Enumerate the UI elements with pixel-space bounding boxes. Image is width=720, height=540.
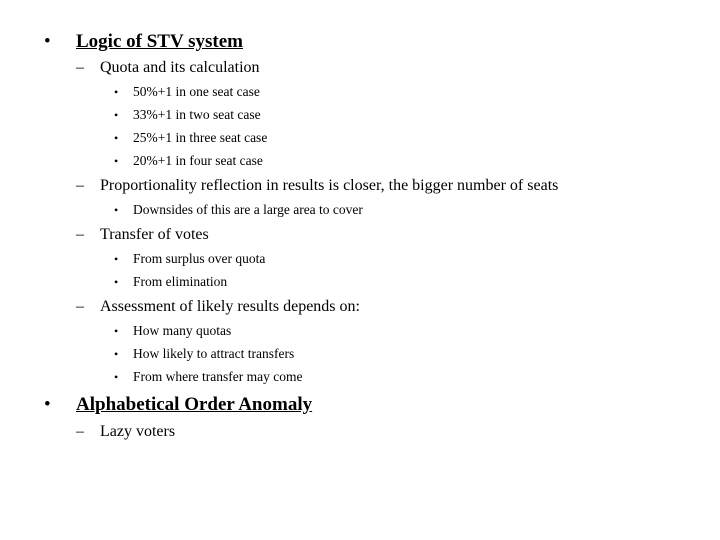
bullet-icon: • bbox=[114, 131, 119, 145]
dash-icon: – bbox=[76, 59, 84, 76]
bullet-icon: • bbox=[114, 154, 119, 168]
bullet-icon: • bbox=[114, 252, 119, 266]
bullet-icon: • bbox=[114, 347, 119, 361]
bullet-icon: • bbox=[114, 85, 119, 99]
detail-text: 20%+1 in four seat case bbox=[133, 153, 263, 168]
dash-icon: – bbox=[76, 298, 84, 315]
sub-point-text: Lazy voters bbox=[100, 423, 176, 440]
sub-point-text: Transfer of votes bbox=[100, 226, 209, 243]
heading-text: Logic of STV system bbox=[76, 31, 243, 52]
detail-text: Downsides of this are a large area to cover bbox=[133, 202, 363, 217]
sub-point-text: Quota and its calculation bbox=[100, 59, 260, 76]
dash-icon: – bbox=[76, 423, 84, 440]
sub-point-text: Proportionality reflection in results is closer, the bigger number of seats bbox=[100, 177, 559, 194]
bullet-icon: • bbox=[114, 108, 119, 122]
bullet-icon: • bbox=[44, 31, 51, 52]
bullet-icon: • bbox=[114, 370, 119, 384]
bullet-icon: • bbox=[114, 275, 119, 289]
detail-text: 50%+1 in one seat case bbox=[133, 84, 260, 99]
detail-text: From where transfer may come bbox=[133, 369, 303, 384]
dash-icon: – bbox=[76, 177, 84, 194]
dash-icon: – bbox=[76, 226, 84, 243]
detail-text: From surplus over quota bbox=[133, 251, 266, 266]
bullet-icon: • bbox=[44, 394, 51, 415]
heading-text: Alphabetical Order Anomaly bbox=[76, 394, 313, 415]
bullet-icon: • bbox=[114, 324, 119, 338]
detail-text: From elimination bbox=[133, 274, 228, 289]
detail-text: How many quotas bbox=[133, 323, 232, 338]
detail-text: 25%+1 in three seat case bbox=[133, 130, 268, 145]
sub-point-text: Assessment of likely results depends on: bbox=[100, 298, 360, 315]
detail-text: How likely to attract transfers bbox=[133, 346, 295, 361]
bullet-icon: • bbox=[114, 203, 119, 217]
detail-text: 33%+1 in two seat case bbox=[133, 107, 261, 122]
